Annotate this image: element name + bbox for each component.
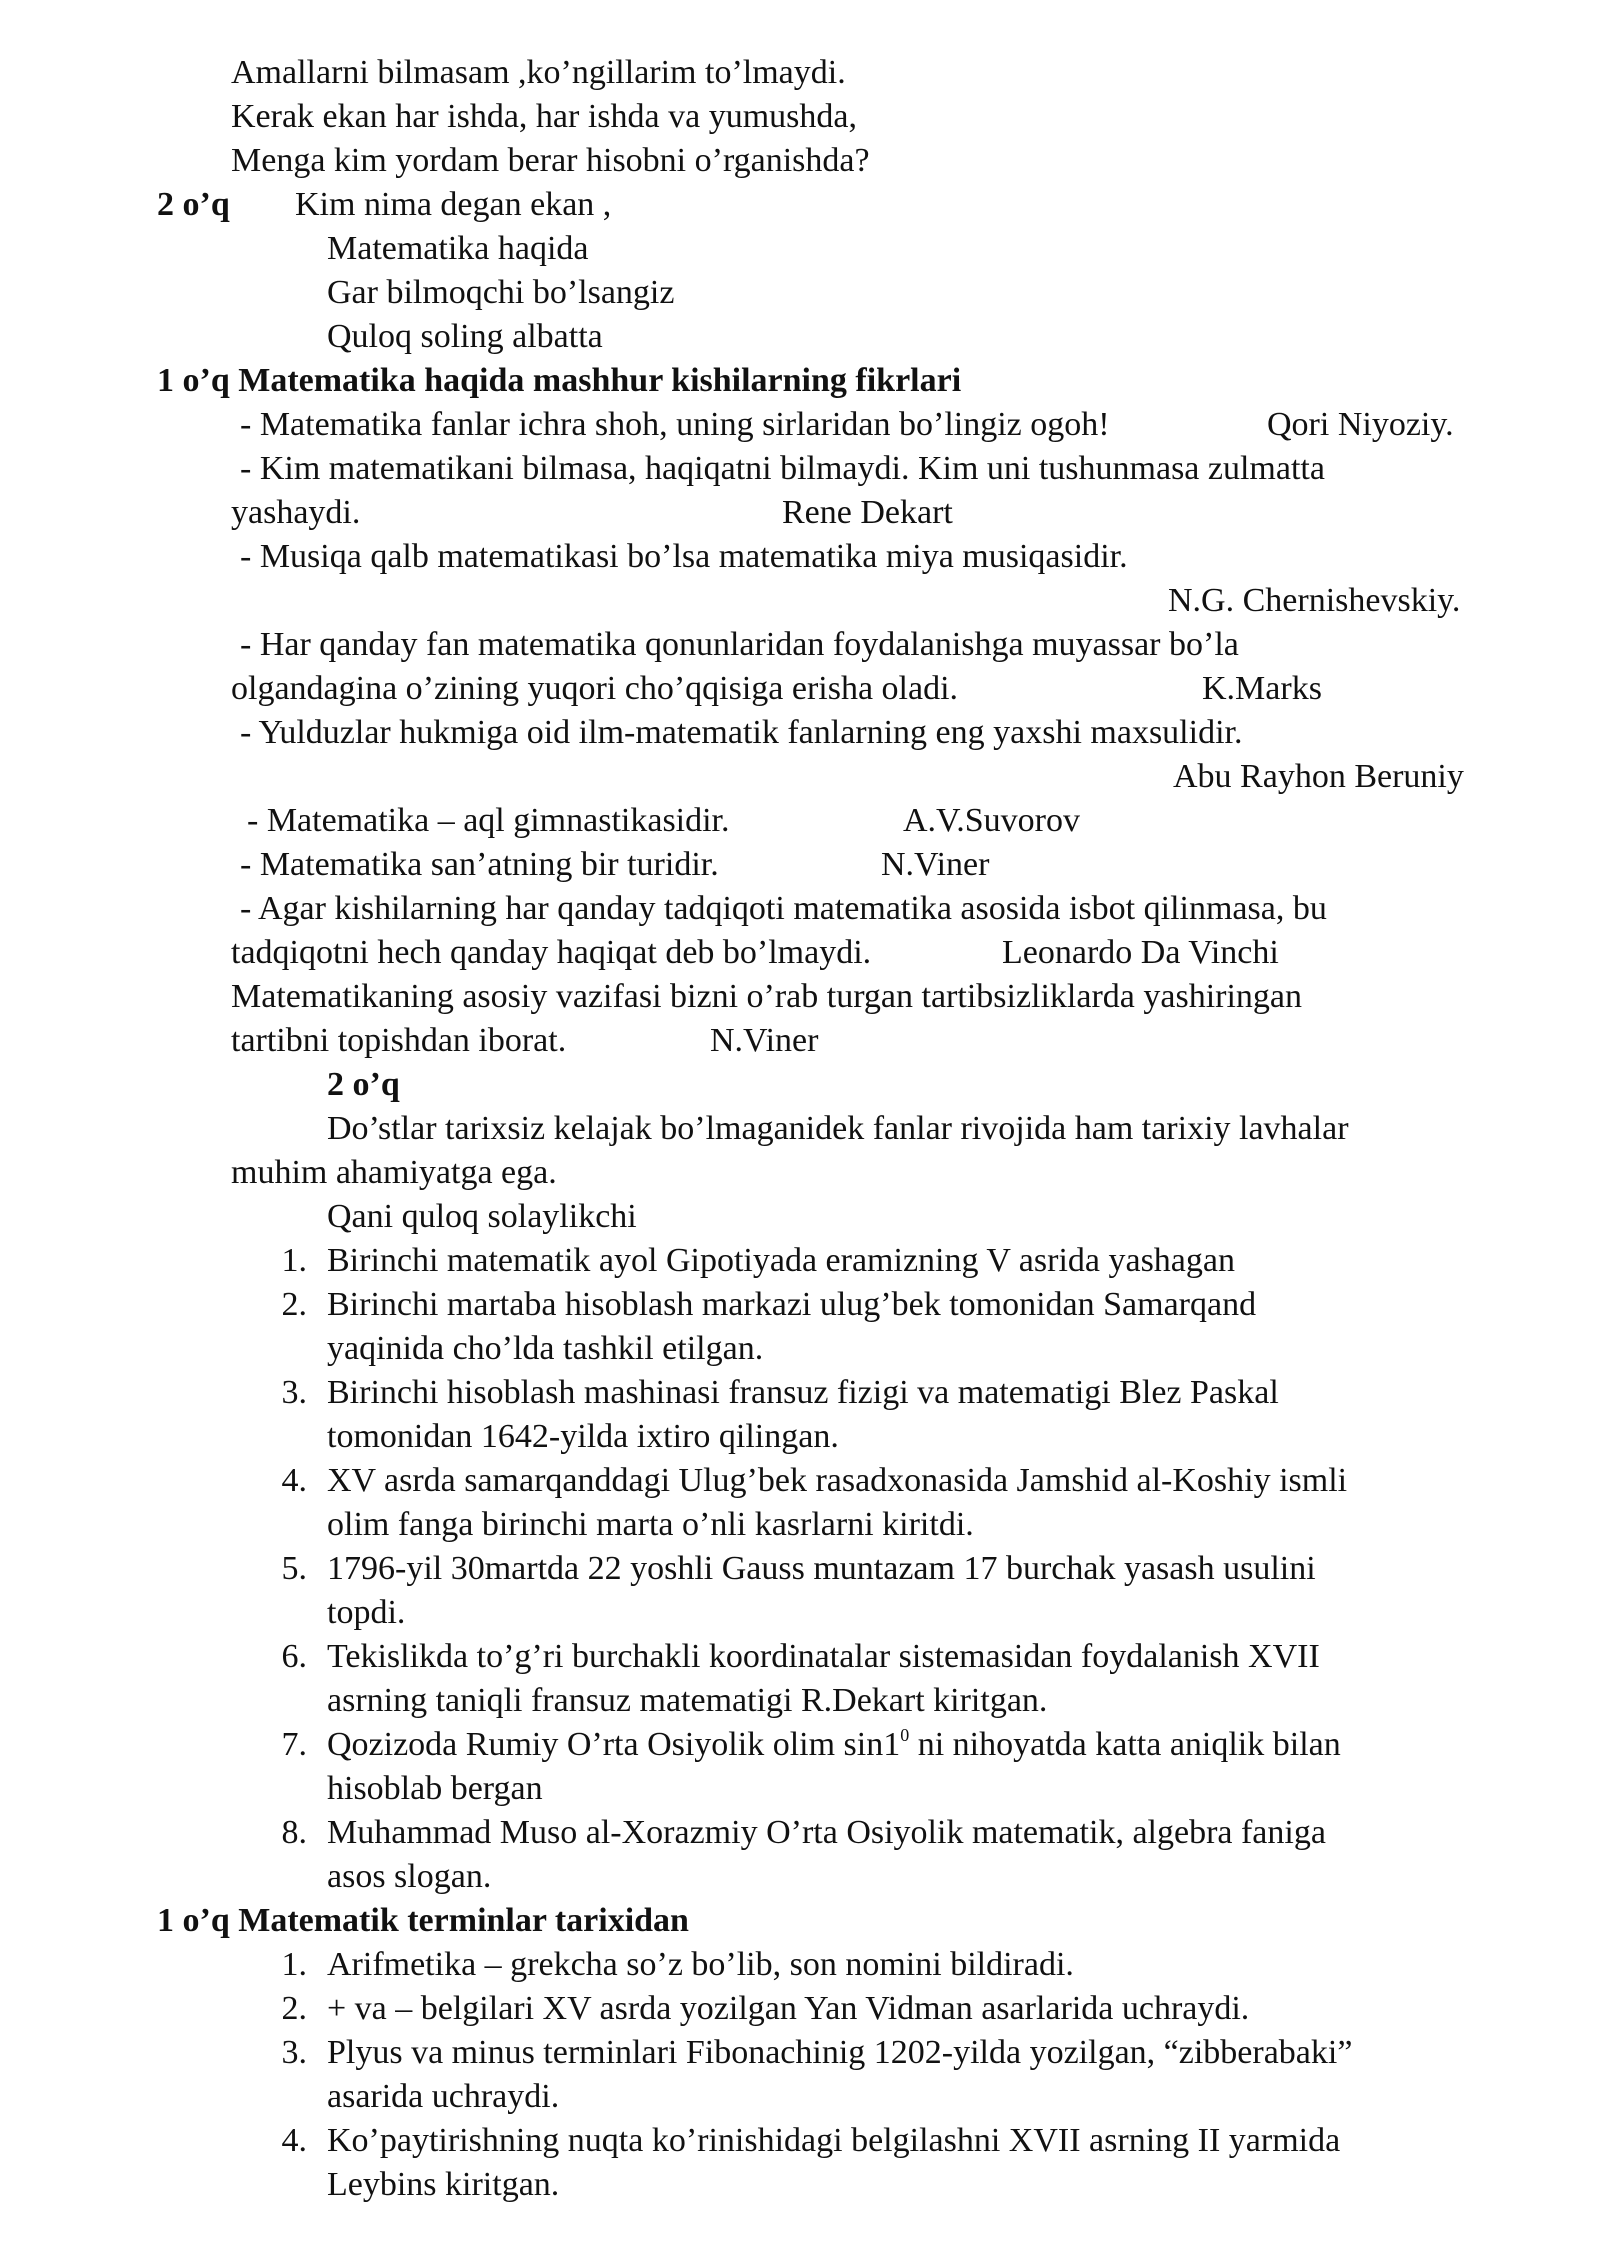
quote-author: N.Viner	[710, 1022, 819, 1059]
list-item: Leybins kiritgan.	[327, 2166, 560, 2203]
list-item: topdi.	[327, 1594, 406, 1631]
quote-text: - Agar kishilarning har qanday tadqiqoti matematika asosida isbot qilinmasa, bu	[240, 890, 1327, 927]
list-item-text: Qozizoda Rumiy O’rta Osiyolik olim sin1	[327, 1726, 901, 1763]
quote-text: tartibni topishdan iborat.	[231, 1022, 567, 1059]
list-item: asarida uchraydi.	[327, 2078, 560, 2115]
list-number: 6.	[281, 1638, 307, 1675]
list-number: 4.	[281, 2122, 307, 2159]
list-item-text: ni nihoyatda katta aniqlik bilan	[909, 1726, 1341, 1763]
verse-line: Matematika haqida	[327, 230, 589, 267]
quote-author: N.G. Chernishevskiy.	[1168, 582, 1461, 619]
quote-text: - Musiqa qalb matematikasi bo’lsa matematika miya musiqasidir.	[240, 538, 1128, 575]
intro-text: muhim ahamiyatga ega.	[231, 1154, 557, 1191]
quote-text: - Yulduzlar hukmiga oid ilm-matematik fanlarning eng yaxshi maxsulidir.	[240, 714, 1243, 751]
quote-text: tadqiqotni hech qanday haqiqat deb bo’lmaydi.	[231, 934, 872, 971]
speaker-label: 2 o’q	[157, 186, 230, 223]
quote-author: Qori Niyoziy.	[1267, 406, 1454, 443]
quote-author: Abu Rayhon Beruniy	[1173, 758, 1464, 795]
quote-author: A.V.Suvorov	[903, 802, 1080, 839]
verse-line: Gar bilmoqchi bo’lsangiz	[327, 274, 675, 311]
quote-text: - Matematika fanlar ichra shoh, uning sirlaridan bo’lingiz ogoh!	[240, 406, 1110, 443]
speaker-label: 1 o’q	[157, 1902, 230, 1939]
quote-text: olgandagina o’zining yuqori cho’qqisiga erisha oladi.	[231, 670, 959, 707]
list-number: 3.	[281, 2034, 307, 2071]
section-title: Matematik terminlar tarixidan	[238, 1902, 689, 1939]
quote-author: Leonardo Da Vinchi	[1002, 934, 1279, 971]
list-item: Birinchi matematik ayol Gipotiyada eramizning V asrida yashagan	[327, 1242, 1235, 1279]
quote-author: K.Marks	[1202, 670, 1322, 707]
list-item: Tekislikda to’g’ri burchakli koordinatalar sistemasidan foydalanish XVII	[327, 1638, 1320, 1675]
list-item: asos slogan.	[327, 1858, 492, 1895]
quote-author: N.Viner	[881, 846, 990, 883]
poem-line: Amallarni bilmasam ,ko’ngillarim to’lmaydi.	[231, 54, 846, 91]
list-item: Birinchi hisoblash mashinasi fransuz fizigi va matematigi Blez Paskal	[327, 1374, 1279, 1411]
poem-line: Kerak ekan har ishda, har ishda va yumushda,	[231, 98, 857, 135]
intro-text: Do’stlar tarixsiz kelajak bo’lmaganidek fanlar rivojida ham tarixiy lavhalar	[327, 1110, 1349, 1147]
quote-text: - Matematika – aql gimnastikasidir.	[247, 802, 730, 839]
list-item: olim fanga birinchi marta o’nli kasrlarni kiritdi.	[327, 1506, 974, 1543]
degree-superscript: 0	[900, 1724, 910, 1745]
list-item	[327, 1723, 1341, 1767]
list-number: 2.	[281, 1286, 307, 1323]
list-item: Arifmetika – grekcha so’z bo’lib, son nomini bildiradi.	[327, 1946, 1074, 1983]
intro-text: Qani quloq solaylikchi	[327, 1198, 637, 1235]
list-number: 8.	[281, 1814, 307, 1851]
list-item: Birinchi martaba hisoblash markazi ulug’bek tomonidan Samarqand	[327, 1286, 1257, 1323]
list-number: 3.	[281, 1374, 307, 1411]
list-item: + va – belgilari XV asrda yozilgan Yan Vidman asarlarida uchraydi.	[327, 1990, 1250, 2027]
verse-line: Quloq soling albatta	[327, 318, 603, 355]
list-item: yaqinida cho’lda tashkil etilgan.	[327, 1330, 764, 1367]
poem-line: Menga kim yordam berar hisobni o’rganishda?	[231, 142, 870, 179]
list-number: 7.	[281, 1726, 307, 1763]
list-item: asrning taniqli fransuz matematigi R.Dekart kiritgan.	[327, 1682, 1048, 1719]
list-number: 1.	[281, 1946, 307, 1983]
verse-line: Kim nima degan ekan ,	[295, 186, 612, 223]
list-item: Muhammad Muso al-Xorazmiy O’rta Osiyolik matematik, algebra faniga	[327, 1814, 1326, 1851]
quote-text: - Har qanday fan matematika qonunlaridan foydalanishga muyassar bo’la	[240, 626, 1239, 663]
quote-text: - Matematika san’atning bir turidir.	[240, 846, 719, 883]
quote-text: yashaydi.	[231, 494, 361, 531]
list-item: hisoblab bergan	[327, 1770, 543, 1807]
quote-text: Matematikaning asosiy vazifasi bizni o’rab turgan tartibsizliklarda yashiringan	[231, 978, 1302, 1015]
quote-text: - Kim matematikani bilmasa, haqiqatni bilmaydi. Kim uni tushunmasa zulmatta	[240, 450, 1325, 487]
list-number: 2.	[281, 1990, 307, 2027]
list-number: 5.	[281, 1550, 307, 1587]
list-item: 1796-yil 30martda 22 yoshli Gauss muntazam 17 burchak yasash usulini	[327, 1550, 1316, 1587]
section-heading	[157, 359, 961, 403]
list-item: XV asrda samarqanddagi Ulug’bek rasadxonasida Jamshid al-Koshiy ismli	[327, 1462, 1348, 1499]
list-item: tomonidan 1642-yilda ixtiro qilingan.	[327, 1418, 839, 1455]
section-title: Matematika haqida mashhur kishilarning fikrlari	[238, 362, 962, 399]
section-heading	[157, 1899, 689, 1943]
list-number: 1.	[281, 1242, 307, 1279]
list-number: 4.	[281, 1462, 307, 1499]
list-item: Plyus va minus terminlari Fibonachinig 1202-yilda yozilgan, “zibberabaki”	[327, 2034, 1353, 2071]
speaker-label: 2 o’q	[327, 1066, 400, 1103]
list-item: Ko’paytirishning nuqta ko’rinishidagi belgilashni XVII asrning II yarmida	[327, 2122, 1341, 2159]
speaker-label: 1 o’q	[157, 362, 230, 399]
quote-author: Rene Dekart	[782, 494, 953, 531]
